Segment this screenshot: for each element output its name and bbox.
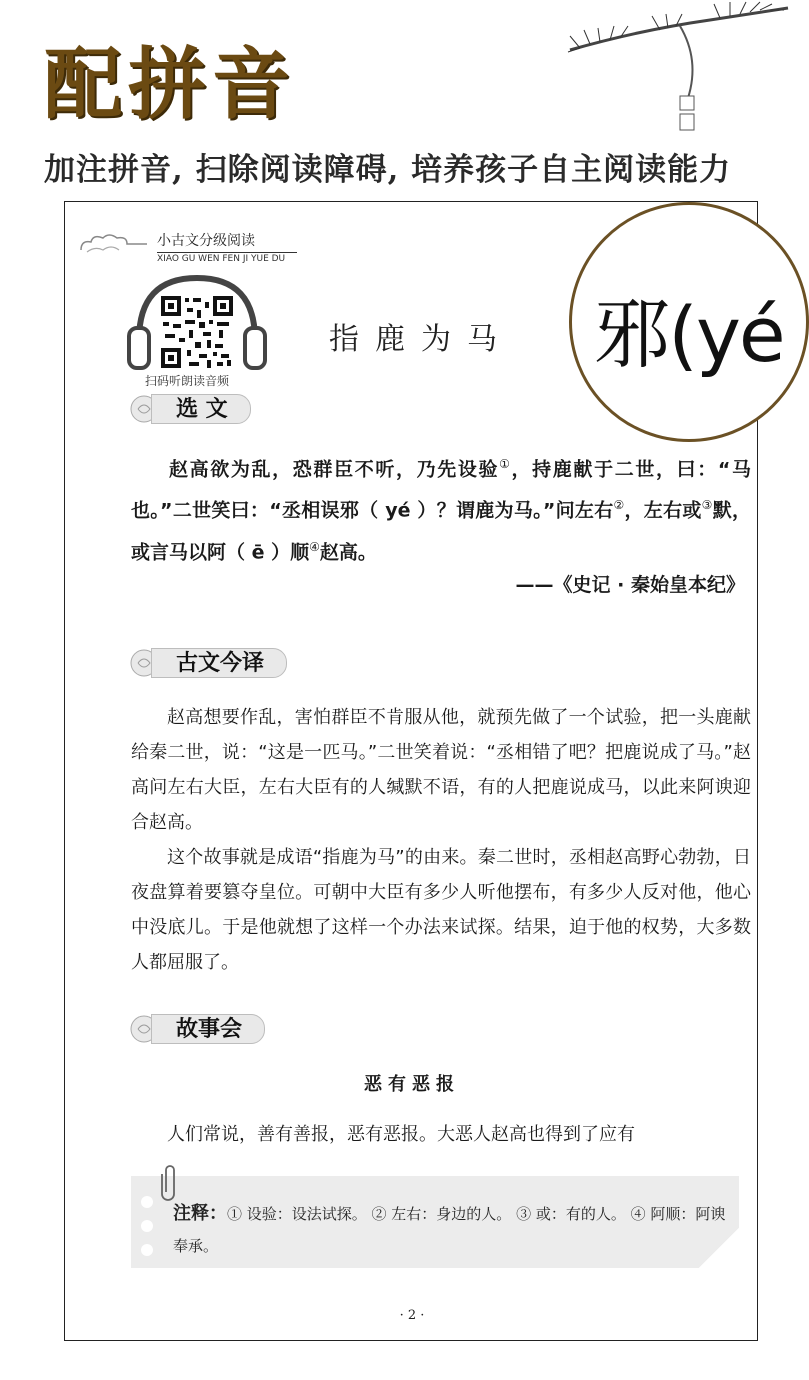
section-label: 古文今译: [151, 648, 287, 678]
pine-branch-icon: [560, 0, 790, 140]
series-pinyin: XIAO GU WEN FEN JI YUE DU: [157, 254, 286, 264]
notes-text: [173, 1198, 729, 1262]
story-title: 指鹿为马: [329, 322, 513, 357]
qr-caption: 扫码听朗读音频: [145, 374, 230, 388]
qr-code-icon[interactable]: [159, 294, 235, 370]
translation-paragraph: 赵高想要作乱，害怕群臣不肯服从他，就预先做了一个试验，把一头鹿献给秦二世，说：“这是一匹马。”二世笑着说：“丞相错了吧？把鹿说成了马。”赵高问左右大臣，左右大臣有的人缄默不语，有的人把鹿说成马，以此来阿谀迎合赵高。: [131, 707, 751, 833]
cloud-icon: [77, 230, 149, 256]
banner-title: 配拼音: [44, 40, 297, 130]
translation-paragraph: 这个故事就是成语“指鹿为马”的由来。秦二世时，丞相赵高野心勃勃，日夜盘算着要篡夺皇位。可朝中大臣有多少人听他摆布，有多少人反对他，他心中没底儿。于是他就想了这样一个办法来试探。结果，迫于他的权势，大多数人都屈服了。: [131, 847, 751, 973]
story-text: 人们常说，善有善报，恶有恶报。大恶人赵高也得到了应有: [167, 1124, 635, 1145]
notes-items: ① 设验：设法试探。 ② 左右：身边的人。 ③ 或：有的人。 ④ 阿顺：阿谀奉承。: [173, 1205, 726, 1255]
paperclip-icon: [161, 1162, 179, 1200]
sub-story-title: 恶有恶报: [364, 1074, 460, 1095]
binder-hole: [141, 1220, 153, 1232]
banner-subtitle: 加注拼音, 扫除阅读障碍, 培养孩子自主阅读能力: [44, 152, 732, 188]
translation-text: [131, 700, 751, 980]
notes-box: [131, 1176, 739, 1268]
page-curl: [699, 1228, 739, 1268]
notes-label: 注释：: [173, 1203, 227, 1224]
page-number: · 2 ·: [399, 1308, 425, 1323]
section-label: 选 文: [151, 394, 251, 424]
zoom-magnified-text: 邪(yé: [594, 290, 784, 379]
section-label: 故事会: [151, 1014, 265, 1044]
binder-hole: [141, 1244, 153, 1256]
series-name: 小古文分级阅读: [157, 230, 297, 253]
binder-hole: [141, 1196, 153, 1208]
source-citation: ——《史记 · 秦始皇本纪》: [515, 574, 745, 596]
original-text: 赵高欲为乱，恐群臣不听，乃先设验①，持鹿献于二世，曰：“马也。”二世笑曰：“丞相误邪（ yé ）？谓鹿为马。”问左右②，左右或③默，或言马以阿（ ē ）顺④赵高。: [131, 457, 751, 563]
book-page: [64, 201, 784, 1341]
